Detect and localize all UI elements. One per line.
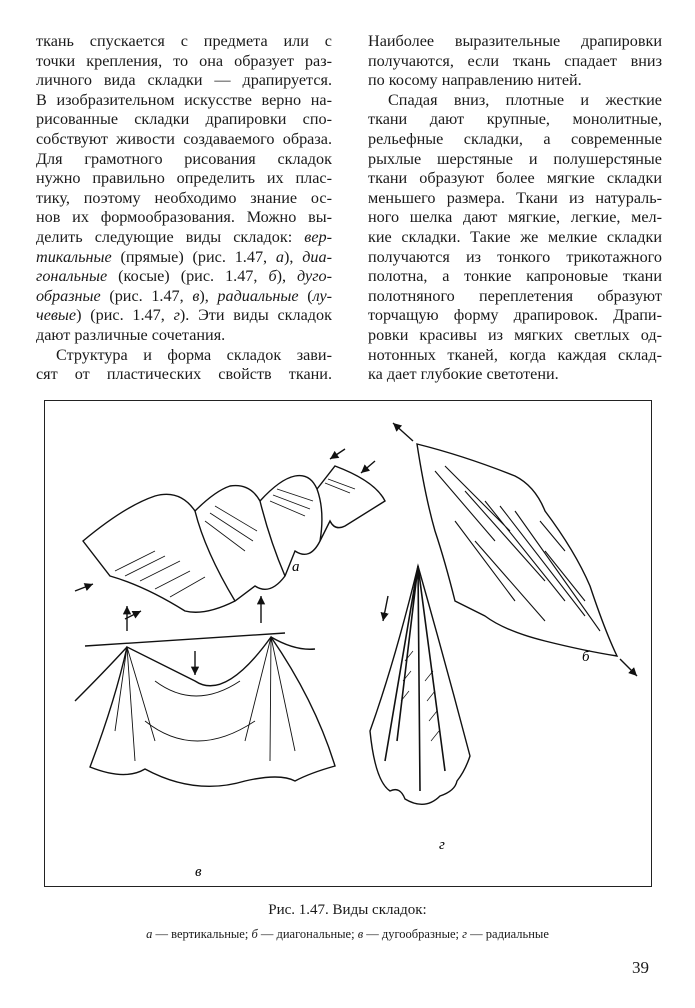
- text-run: делить следующие виды складок:: [36, 227, 305, 246]
- text-line: рисованные складки драпировки спо-: [36, 110, 332, 129]
- text-run: ) (рис. 1.47,: [76, 306, 174, 325]
- italic-term: диа-: [302, 247, 332, 266]
- figure-ref-letter: г: [173, 306, 180, 325]
- legend-text: — вертикальные;: [152, 927, 252, 941]
- italic-term: дуго-: [297, 267, 332, 286]
- italic-term: чевые: [36, 306, 77, 325]
- page-number: 39: [632, 958, 649, 977]
- text-line: кие складки. Такие же мелкие складки: [368, 227, 662, 246]
- text-line: Наиболее выразительные драпировки: [368, 32, 662, 50]
- panel-label-a: а: [292, 559, 300, 575]
- text-line: по косому направлению нитей.: [368, 71, 582, 90]
- legend-key: а: [146, 927, 153, 941]
- text-line: собствуют живости создаваемого образа.: [36, 129, 332, 148]
- text-line: рыхлые шерстяные и полушерстяные: [368, 149, 662, 168]
- right-text-column: [368, 32, 662, 385]
- text-line: [36, 248, 332, 268]
- text-line: В изобразительном искусстве верно на-: [36, 90, 332, 109]
- text-line: ткани дают крупные, монолитные,: [368, 110, 662, 129]
- text-line: нужно правильно определить их плас-: [36, 169, 332, 188]
- text-run: ),: [283, 247, 303, 266]
- text-line: нов их формообразования. Можно вы-: [36, 208, 332, 227]
- text-line: дают различные сочетания.: [36, 325, 226, 344]
- legend-text: — диагональные;: [257, 927, 358, 941]
- text-line: ного шелка дают мягкие, легкие, мел-: [368, 208, 662, 227]
- text-line: [36, 267, 332, 287]
- figure-frame: [44, 400, 652, 887]
- text-line: сят от пластических свойств ткани.: [36, 365, 332, 384]
- figure-ref-letter: б: [268, 267, 277, 286]
- text-line: торчащую форму драпировок. Драпи-: [368, 306, 662, 325]
- italic-term: лу-: [312, 286, 333, 305]
- italic-term: образные: [36, 286, 101, 305]
- italic-term: тикальные: [36, 247, 112, 266]
- text-line: тику, поэтому необходимо знание ос-: [36, 188, 332, 207]
- text-run: (косые) (рис. 1.47,: [107, 267, 269, 286]
- text-line: [36, 287, 332, 307]
- text-line: точки крепления, то она образует раз-: [36, 51, 332, 70]
- figure-caption-legend: [0, 927, 695, 942]
- panel-label-g: г: [439, 837, 445, 853]
- figure-caption-title: Рис. 1.47. Виды складок:: [268, 902, 427, 918]
- figure-ref-letter: а: [275, 247, 284, 266]
- text-run: ),: [199, 286, 218, 305]
- text-line: полотна, а тонкие капроновые ткани: [368, 267, 662, 286]
- text-run: ). Эти виды складок: [179, 306, 332, 325]
- text-line: ровки красивы из мягких светлых од-: [368, 325, 662, 344]
- italic-term: вер-: [304, 227, 332, 246]
- text-line: рельефные складки, а современные: [368, 129, 662, 148]
- panel-label-b: б: [582, 649, 590, 665]
- text-line: ткань спускается с предмета или с: [36, 32, 332, 50]
- text-line: получаются из тонкого трикотажного: [368, 247, 662, 266]
- text-line: Для грамотного рисования складок: [36, 149, 332, 168]
- text-line: личного вида складки — драпируется.: [36, 71, 332, 90]
- text-line: полотняного переплетения образуют: [368, 286, 662, 305]
- text-line: [36, 306, 332, 326]
- text-run: (: [298, 286, 313, 305]
- panel-label-v: в: [195, 864, 202, 880]
- legend-key: б: [251, 927, 258, 941]
- italic-term: гональные: [36, 267, 108, 286]
- legend-text: — радиальные: [467, 927, 549, 941]
- text-line: нотонных тканей, когда каждая склад-: [368, 345, 662, 364]
- vertical-folds-drawing: [75, 449, 385, 619]
- text-line: ткани образуют более мягкие складки: [368, 169, 662, 188]
- text-run: ),: [276, 267, 298, 286]
- legend-key: в: [357, 927, 364, 941]
- text-line: меньшего размера. Ткани из натураль-: [368, 188, 662, 207]
- text-line: [36, 228, 332, 248]
- arc-folds-drawing: [75, 596, 335, 786]
- figure-ref-letter: в: [192, 286, 200, 305]
- paragraph-start-line: Спадая вниз, плотные и жесткие: [388, 90, 662, 109]
- paragraph-start-line: Структура и форма складок зави-: [56, 345, 332, 364]
- text-line: получаются, если ткань спадает вниз: [368, 51, 662, 70]
- left-text-column: [36, 32, 332, 385]
- legend-key: г: [462, 927, 468, 941]
- text-run: (прямые) (рис. 1.47,: [111, 247, 276, 266]
- text-line: ка дает глубокие светотени.: [368, 365, 559, 384]
- legend-text: — дугообразные;: [363, 927, 463, 941]
- text-run: (рис. 1.47,: [100, 286, 193, 305]
- italic-term: радиальные: [217, 286, 299, 305]
- drapery-illustrations: [45, 401, 653, 888]
